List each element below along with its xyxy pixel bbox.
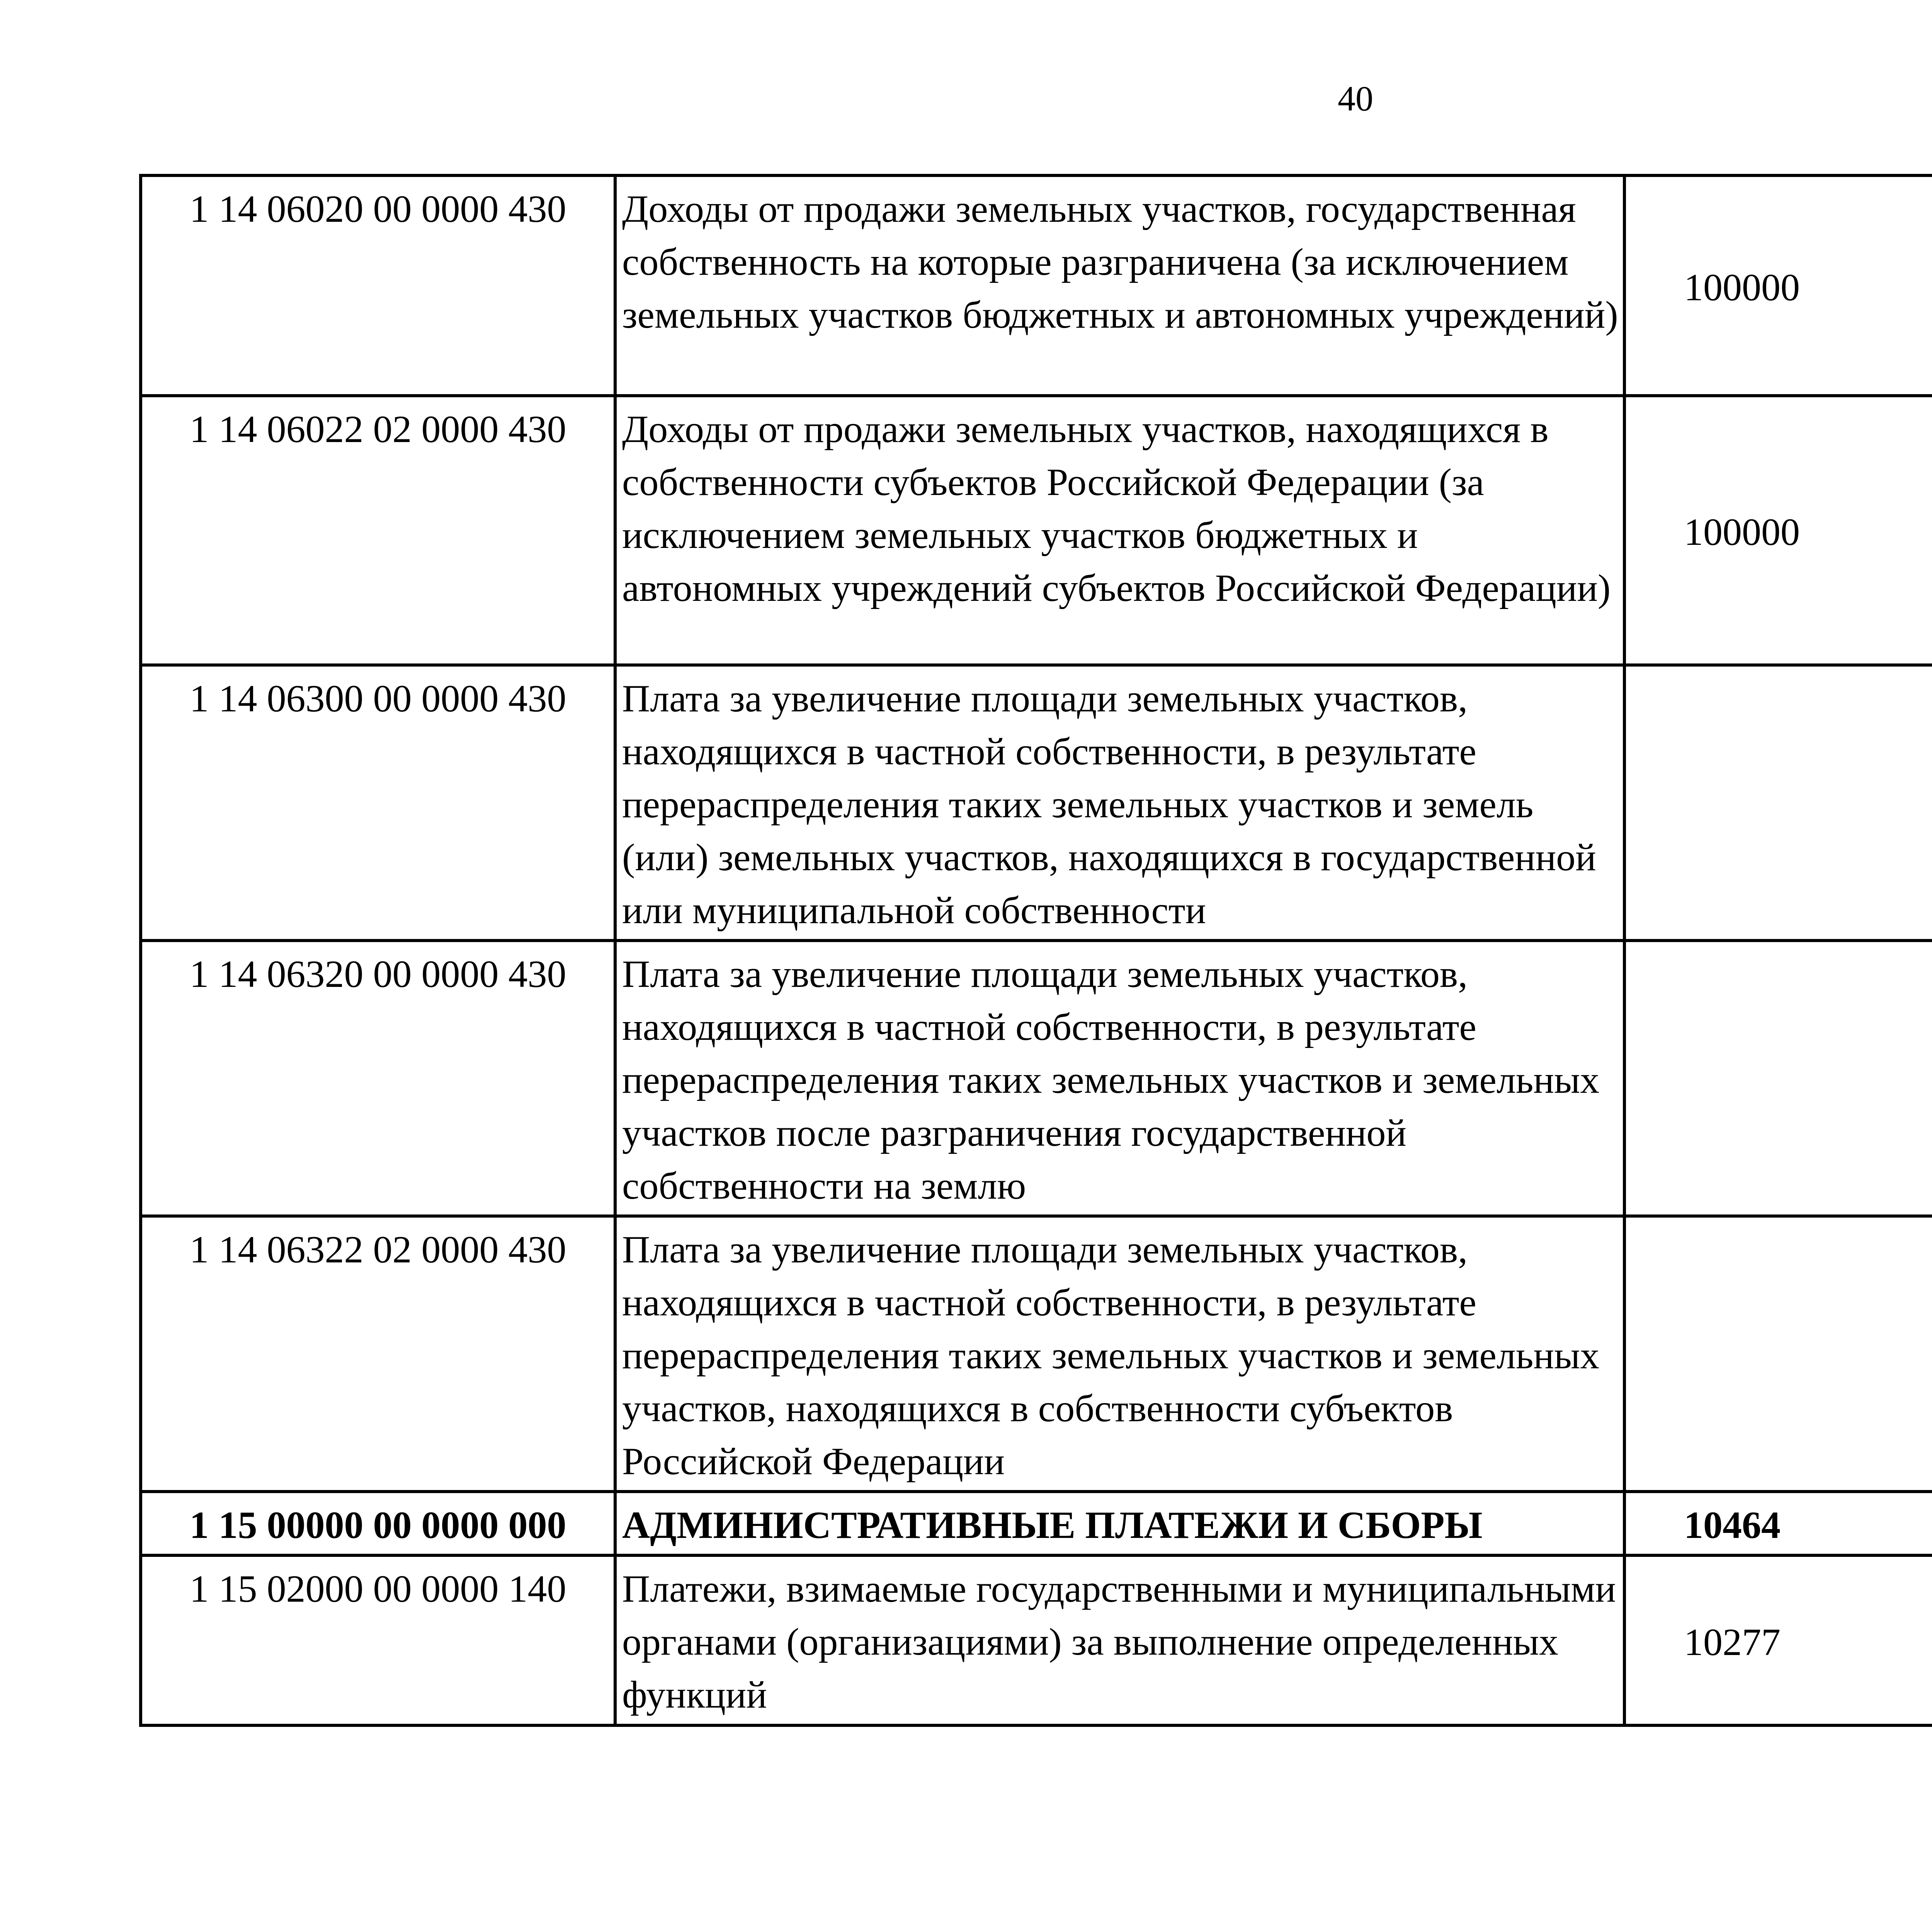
table-row bbox=[141, 175, 1932, 396]
budget-code-cell: 1 14 06020 00 0000 430 bbox=[141, 175, 615, 396]
budget-code-cell: 1 14 06322 02 0000 430 bbox=[141, 1216, 615, 1492]
revenue-table bbox=[139, 174, 1932, 1727]
page-number: 40 bbox=[1338, 79, 1373, 118]
value-cell-year-1 bbox=[1624, 941, 1932, 1216]
description-cell: Доходы от продажи земельных участков, государственная собственность на которые разграничена (за исключением земельных участков бюджетных и автономных учреждений) bbox=[615, 175, 1624, 396]
value-cell-year-1: 10277 bbox=[1624, 1555, 1932, 1725]
value-cell-year-1: 100000 bbox=[1624, 396, 1932, 665]
budget-code-cell: 1 14 06320 00 0000 430 bbox=[141, 941, 615, 1216]
section-total-row bbox=[141, 1492, 1932, 1555]
table-row bbox=[141, 665, 1932, 941]
description-cell: Доходы от продажи земельных участков, находящихся в собственности субъектов Российской Федерации (за исключением земельных участков бюджетных и автономных учреждений субъектов Российской Федерации) bbox=[615, 396, 1624, 665]
description-cell: Плата за увеличение площади земельных участков, находящихся в частной собственности, в результате перераспределения таких земельных участков и земель (или) земельных участков, находящихся в государственной или муниципальной собственности bbox=[615, 665, 1624, 941]
budget-code-cell: 1 15 00000 00 0000 000 bbox=[141, 1492, 615, 1555]
budget-code-cell: 1 15 02000 00 0000 140 bbox=[141, 1555, 615, 1725]
table-row bbox=[141, 1555, 1932, 1725]
budget-code-cell: 1 14 06022 02 0000 430 bbox=[141, 396, 615, 665]
description-cell: Плата за увеличение площади земельных участков, находящихся в частной собственности, в результате перераспределения таких земельных участков и земельных участков, находящихся в собственности субъектов Российской Федерации bbox=[615, 1216, 1624, 1492]
budget-code-cell: 1 14 06300 00 0000 430 bbox=[141, 665, 615, 941]
value-cell-year-1: 100000 bbox=[1624, 175, 1932, 396]
description-cell: Плата за увеличение площади земельных участков, находящихся в частной собственности, в результате перераспределения таких земельных участков и земельных участков после разграничения государственной собственности на землю bbox=[615, 941, 1624, 1216]
value-cell-year-1 bbox=[1624, 665, 1932, 941]
table-row bbox=[141, 941, 1932, 1216]
description-cell: АДМИНИСТРАТИВНЫЕ ПЛАТЕЖИ И СБОРЫ bbox=[615, 1492, 1624, 1555]
table-row bbox=[141, 396, 1932, 665]
value-cell-year-1 bbox=[1624, 1216, 1932, 1492]
description-cell: Платежи, взимаемые государственными и муниципальными органами (организациями) за выполнение определенных функций bbox=[615, 1555, 1624, 1725]
table-row bbox=[141, 1216, 1932, 1492]
value-cell-year-1: 10464 bbox=[1624, 1492, 1932, 1555]
